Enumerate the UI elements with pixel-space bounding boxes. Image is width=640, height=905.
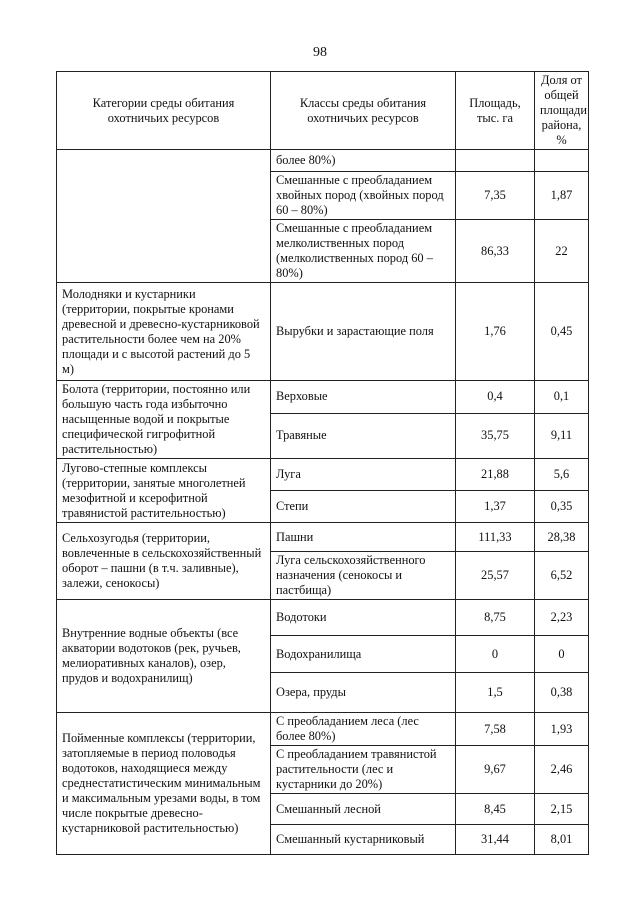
table-row <box>57 523 589 552</box>
area-cell: 35,75 <box>456 413 535 458</box>
class-cell: Смешанный лесной <box>271 794 456 825</box>
class-cell: более 80%) <box>271 150 456 172</box>
share-cell: 2,23 <box>535 600 589 636</box>
habitat-table <box>56 71 589 855</box>
class-cell: Смешанный кустарниковый <box>271 825 456 855</box>
share-cell: 1,87 <box>535 172 589 220</box>
share-cell: 28,38 <box>535 523 589 552</box>
class-cell: Смешанные с преобладанием мелколиственных пород (мелколиственных пород 60 – 80%) <box>271 220 456 283</box>
category-cell: Пойменные комплексы (территории, затопляемые в период половодья водотоков, находящиеся между среднестатистическим минимальным и максимальным урезами воды, в том числе покрытые древесно-кустарниковой растительностью) <box>57 713 271 855</box>
share-cell: 0,35 <box>535 491 589 523</box>
share-cell: 0,45 <box>535 283 589 381</box>
table-header-row <box>57 72 589 150</box>
category-cell: Сельхозугодья (территории, вовлеченные в сельскохозяйственный оборот – пашни (в т.ч. заливные), залежи, сенокосы) <box>57 523 271 600</box>
class-cell: Пашни <box>271 523 456 552</box>
share-cell: 9,11 <box>535 413 589 458</box>
class-cell: Степи <box>271 491 456 523</box>
area-cell: 7,58 <box>456 713 535 746</box>
class-cell: Верховые <box>271 381 456 414</box>
header-category: Категории среды обитания охотничьих ресурсов <box>57 72 271 150</box>
table-row <box>57 381 589 414</box>
area-cell: 1,5 <box>456 673 535 713</box>
share-cell: 1,93 <box>535 713 589 746</box>
table-row <box>57 459 589 491</box>
header-area: Площадь, тыс. га <box>456 72 535 150</box>
table-row <box>57 283 589 381</box>
class-cell: Луга <box>271 459 456 491</box>
area-cell: 8,75 <box>456 600 535 636</box>
class-cell: С преобладанием леса (лес более 80%) <box>271 713 456 746</box>
class-cell: Вырубки и зарастающие поля <box>271 283 456 381</box>
area-cell <box>456 150 535 172</box>
class-cell: Луга сельскохозяйственного назначения (сенокосы и пастбища) <box>271 552 456 600</box>
class-cell: Травяные <box>271 413 456 458</box>
share-cell: 8,01 <box>535 825 589 855</box>
share-cell <box>535 150 589 172</box>
area-cell: 1,37 <box>456 491 535 523</box>
area-cell: 0,4 <box>456 381 535 414</box>
share-cell: 6,52 <box>535 552 589 600</box>
class-cell: Смешанные с преобладанием хвойных пород (хвойных пород 60 – 80%) <box>271 172 456 220</box>
category-cell: Внутренние водные объекты (все акватории водотоков (рек, ручьев, мелиоративных каналов), озер, прудов и водохранилищ) <box>57 600 271 713</box>
share-cell: 2,15 <box>535 794 589 825</box>
area-cell: 31,44 <box>456 825 535 855</box>
class-cell: Водохранилища <box>271 636 456 673</box>
table-row <box>57 713 589 746</box>
category-cell: Молодняки и кустарники (территории, покрытые кронами древесной и древесно-кустарниковой растительности более чем на 20% площади и с высотой растений до 5 м) <box>57 283 271 381</box>
share-cell: 5,6 <box>535 459 589 491</box>
area-cell: 21,88 <box>456 459 535 491</box>
page-number: 98 <box>313 45 327 60</box>
share-cell: 2,46 <box>535 746 589 794</box>
header-class: Классы среды обитания охотничьих ресурсов <box>271 72 456 150</box>
share-cell: 0,38 <box>535 673 589 713</box>
share-cell: 0,1 <box>535 381 589 414</box>
table-row <box>57 150 589 172</box>
table-row <box>57 600 589 636</box>
share-cell: 0 <box>535 636 589 673</box>
header-share: Доля от общей площади района, % <box>535 72 589 150</box>
area-cell: 8,45 <box>456 794 535 825</box>
area-cell: 9,67 <box>456 746 535 794</box>
table-body <box>57 150 589 855</box>
area-cell: 0 <box>456 636 535 673</box>
category-cell: Болота (территории, постоянно или большую часть года избыточно насыщенные водой и покрытые специфической гигрофитной растительностью) <box>57 381 271 459</box>
class-cell: С преобладанием травянистой растительности (лес и кустарники до 20%) <box>271 746 456 794</box>
class-cell: Озера, пруды <box>271 673 456 713</box>
area-cell: 25,57 <box>456 552 535 600</box>
area-cell: 1,76 <box>456 283 535 381</box>
share-cell: 22 <box>535 220 589 283</box>
category-cell <box>57 150 271 283</box>
area-cell: 111,33 <box>456 523 535 552</box>
area-cell: 7,35 <box>456 172 535 220</box>
category-cell: Лугово-степные комплексы (территории, занятые многолетней мезофитной и ксерофитной травянистой растительностью) <box>57 459 271 523</box>
area-cell: 86,33 <box>456 220 535 283</box>
class-cell: Водотоки <box>271 600 456 636</box>
